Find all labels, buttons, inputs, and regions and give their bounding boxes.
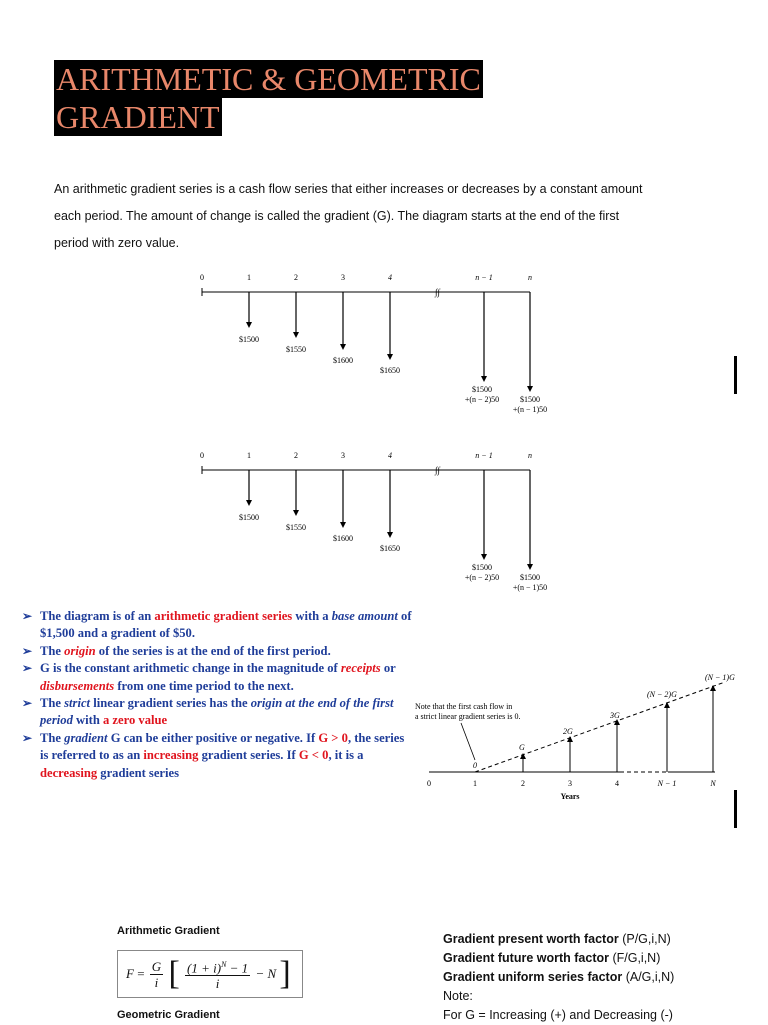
- title-line-2: GRADIENT: [56, 99, 220, 135]
- text-run: receipts: [340, 661, 381, 676]
- gradient-label: (N − 1)G: [705, 673, 735, 682]
- arrow-head: [293, 510, 299, 516]
- period-label: 1: [247, 273, 251, 282]
- cash-flow-diagram-1: [190, 268, 570, 428]
- amount-label: +(n − 1)50: [512, 583, 548, 592]
- text-run: gradient: [64, 730, 108, 745]
- period-label: 2: [294, 273, 298, 282]
- amount-label: $1500: [520, 573, 540, 582]
- period-label: n − 1: [475, 273, 493, 282]
- x-tick-label: 3: [568, 779, 572, 788]
- text-run: =: [137, 966, 145, 982]
- text-run: of the series is at the: [95, 643, 211, 658]
- intro-paragraph: An arithmetic gradient series is a cash flow series that either increases or decreases by a constant amount each period. The amount of change is called the gradient (G). The diagram starts at the end of the first period with zero value.: [54, 182, 643, 250]
- amount-label: $1500: [239, 335, 259, 344]
- period-label: n − 1: [475, 451, 493, 460]
- amount-label: +(n − 2)50: [464, 573, 500, 582]
- text-run: base amount: [331, 609, 398, 623]
- factor-future-worth: [443, 949, 674, 968]
- text-run: a zero value: [102, 713, 168, 728]
- note-text: a strict linear gradient series is 0.: [415, 712, 521, 721]
- text-run: with a: [292, 609, 332, 623]
- arithmetic-gradient-label: Arithmetic Gradient: [117, 925, 220, 937]
- text-run: is the constant arithmetic change in the magnitude of: [49, 661, 341, 676]
- factors-note-label: Note:: [443, 989, 473, 1003]
- gradient-label: 2G: [563, 727, 573, 736]
- x-tick-label: 2: [521, 779, 525, 788]
- text-run: origin at the end of the first period: [40, 696, 394, 728]
- text-run: G < 0: [298, 748, 329, 763]
- arrow-head: [293, 332, 299, 338]
- text-run: increasing: [143, 748, 199, 763]
- amount-label: +(n − 1)50: [512, 405, 548, 414]
- period-label: 3: [341, 273, 345, 282]
- text-run: , the series is referred to as an: [40, 730, 405, 763]
- list-item: [22, 643, 412, 660]
- text-run: The: [40, 643, 65, 658]
- period-label: n: [528, 273, 532, 282]
- amount-label: $1650: [380, 366, 400, 375]
- note-text: Note that the first cash flow in: [415, 702, 513, 711]
- period-label: 4: [388, 273, 392, 282]
- text-run: decreasing: [40, 765, 98, 780]
- text-run: − N: [255, 966, 277, 982]
- amount-label: $1600: [333, 356, 353, 365]
- text-run: $(1 + i)^N - 1$: [185, 957, 250, 976]
- page-title: [54, 60, 483, 136]
- text-run: The: [40, 696, 65, 711]
- amount-label: $1500: [239, 513, 259, 522]
- text-run: linear gradient series has the: [90, 696, 251, 711]
- amount-label: $1550: [286, 523, 306, 532]
- arrow-head: [520, 753, 526, 759]
- cash-flow-diagram-2: [190, 446, 570, 606]
- arrow-head: [481, 554, 487, 560]
- arrow-head: [246, 322, 252, 328]
- text-run: Gradient uniform series factor: [443, 970, 626, 984]
- text-run: G can be either positive or negative. If: [107, 730, 319, 745]
- text-run: ]: [279, 955, 291, 993]
- text-run: [: [168, 955, 180, 993]
- title-line-1: ARITHMETIC & GEOMETRIC: [56, 61, 481, 97]
- text-run: , it is a: [328, 748, 364, 763]
- list-item: [22, 730, 412, 782]
- amount-label: $1550: [286, 345, 306, 354]
- margin-bar: [734, 356, 737, 394]
- x-tick-label: N: [710, 779, 716, 788]
- text-run: The: [40, 730, 65, 745]
- gradient-label: 0: [473, 761, 477, 770]
- arrow-head: [340, 522, 346, 528]
- period-label: 1: [247, 451, 251, 460]
- period-label: 0: [200, 451, 204, 460]
- text-run: i: [215, 976, 220, 992]
- text-run: [150, 959, 163, 990]
- factors-note-rule: For G = Increasing (+) and Decreasing (-): [443, 1008, 673, 1022]
- text-run: (F/G,i,N): [612, 951, 661, 965]
- gradient-factors: [443, 930, 674, 1025]
- amount-label: $1500: [472, 385, 492, 394]
- period-label: 0: [200, 273, 204, 282]
- geometric-gradient-label: Geometric Gradient: [117, 1009, 220, 1021]
- text-run: gradient series. If: [198, 748, 299, 763]
- text-run: strict: [64, 696, 91, 711]
- text-run: disbursements: [40, 678, 115, 693]
- text-run: (1 + i): [187, 960, 222, 976]
- text-run: of $50.: [156, 626, 195, 641]
- factor-present-worth: [443, 930, 674, 949]
- text-run: of $1,500 and a: [40, 609, 412, 641]
- arrow-head: [387, 354, 393, 360]
- arithmetic-formula-box: [117, 950, 303, 998]
- key-points-list: [22, 608, 412, 782]
- text-run: origin: [64, 643, 96, 658]
- text-run: Gradient present worth factor: [443, 932, 623, 946]
- text-run: F: [126, 966, 134, 982]
- text-run: G: [40, 661, 50, 676]
- arrow-head: [246, 500, 252, 506]
- text-run: G: [151, 958, 162, 974]
- gradient-trend-line: [475, 682, 725, 772]
- amount-label: $1500: [520, 395, 540, 404]
- x-tick-label: 0: [427, 779, 431, 788]
- amount-label: +(n − 2)50: [464, 395, 500, 404]
- amount-label: $1500: [472, 563, 492, 572]
- text-run: The diagram is of an: [40, 609, 155, 623]
- arrow-head: [340, 344, 346, 350]
- text-run: gradient: [110, 626, 157, 641]
- arrow-head: [527, 564, 533, 570]
- gradient-label: G: [519, 743, 525, 752]
- text-run: end of the first period.: [210, 643, 331, 658]
- list-item: [22, 695, 412, 730]
- arrow-head: [481, 376, 487, 382]
- period-label: n: [528, 451, 532, 460]
- text-run: with: [72, 713, 103, 728]
- text-run: i: [154, 974, 159, 990]
- period-label: 4: [388, 451, 392, 460]
- arrow-head: [387, 532, 393, 538]
- text-run: arithmetic gradient series: [154, 609, 293, 623]
- linear-gradient-diagram: [405, 668, 755, 808]
- text-run: (P/G,i,N): [622, 932, 671, 946]
- x-tick-label: 1: [473, 779, 477, 788]
- gradient-label: (N − 2)G: [647, 690, 677, 699]
- factor-uniform-series: [443, 968, 674, 987]
- x-tick-label: 4: [615, 779, 619, 788]
- axis-break-mark: ∫∫: [435, 287, 440, 297]
- x-tick-label: N − 1: [657, 779, 677, 788]
- amount-label: $1650: [380, 544, 400, 553]
- text-run: (A/G,i,N): [625, 970, 675, 984]
- text-run: − 1: [226, 960, 249, 976]
- amount-label: $1600: [333, 534, 353, 543]
- list-item: [22, 608, 412, 643]
- text-run: or: [380, 661, 396, 676]
- arrow-head: [664, 702, 670, 708]
- text-run: Gradient future worth factor: [443, 951, 613, 965]
- note-pointer: [461, 723, 475, 760]
- text-run: G > 0: [318, 730, 348, 745]
- text-run: gradient series: [97, 765, 179, 780]
- text-run: [185, 957, 250, 991]
- list-item: [22, 660, 412, 695]
- text-run: from one time period to the next.: [114, 678, 294, 693]
- gradient-label: 3G: [610, 711, 620, 720]
- x-axis-label: Years: [560, 792, 580, 801]
- arithmetic-formula: [126, 957, 291, 991]
- period-label: 3: [341, 451, 345, 460]
- arrow-head: [527, 386, 533, 392]
- period-label: 2: [294, 451, 298, 460]
- axis-break-mark: ∫∫: [435, 465, 440, 475]
